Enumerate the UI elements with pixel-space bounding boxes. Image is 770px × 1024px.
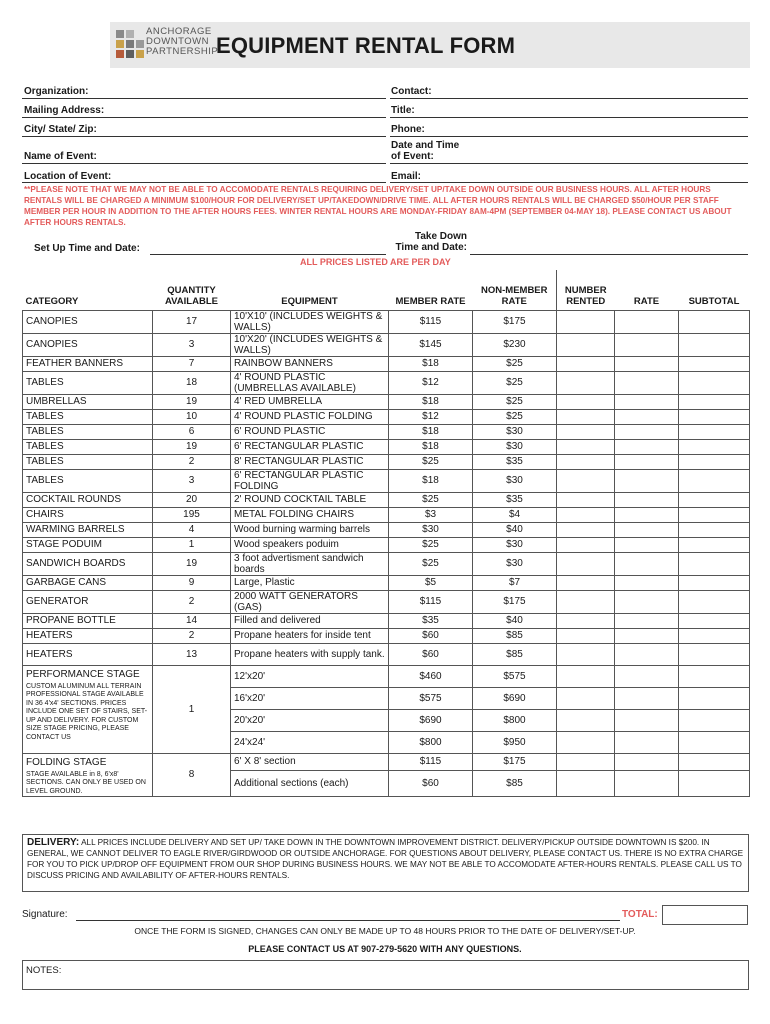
- table-row: [23, 424, 750, 439]
- member-rate-cell: $25: [389, 492, 473, 507]
- member-rate-cell: $115: [389, 310, 473, 333]
- rate-cell[interactable]: [615, 687, 679, 709]
- member-rate-cell: $35: [389, 613, 473, 628]
- equipment-cell: 6' RECTANGULAR PLASTIC FOLDING: [231, 469, 389, 492]
- category-cell: CANOPIES: [23, 310, 153, 333]
- member-rate-cell: $115: [389, 590, 473, 613]
- equipment-table: [22, 270, 750, 797]
- city-state-zip-field[interactable]: [22, 136, 386, 137]
- nonmember-rate-cell: $25: [473, 394, 557, 409]
- category-cell: SANDWICH BOARDS: [23, 552, 153, 575]
- category-cell: HEATERS: [23, 628, 153, 643]
- number-rented-cell[interactable]: [557, 770, 615, 796]
- header-number-rented: NUMBER RENTED: [557, 270, 615, 310]
- quantity-cell: 19: [153, 552, 231, 575]
- subtotal-cell[interactable]: [679, 310, 750, 333]
- nonmember-rate-cell: $85: [473, 643, 557, 665]
- takedown-time-field[interactable]: [470, 254, 748, 255]
- nonmember-rate-cell: $175: [473, 590, 557, 613]
- quantity-cell: 13: [153, 643, 231, 665]
- table-row: [23, 492, 750, 507]
- notes-field[interactable]: [22, 960, 749, 990]
- quantity-cell: 18: [153, 371, 231, 394]
- name-of-event-label: Name of Event:: [24, 151, 97, 162]
- subtotal-cell[interactable]: [679, 424, 750, 439]
- rate-cell[interactable]: [615, 522, 679, 537]
- member-rate-cell: $30: [389, 522, 473, 537]
- member-rate-cell: $25: [389, 552, 473, 575]
- number-rented-cell[interactable]: [557, 310, 615, 333]
- rate-cell[interactable]: [615, 709, 679, 731]
- equipment-cell: Propane heaters with supply tank.: [231, 643, 389, 665]
- quantity-cell: 14: [153, 613, 231, 628]
- equipment-cell: 4' ROUND PLASTIC FOLDING: [231, 409, 389, 424]
- email-label: Email:: [391, 171, 422, 182]
- category-cell: COCKTAIL ROUNDS: [23, 492, 153, 507]
- delivery-info: [22, 834, 749, 892]
- equipment-cell: 6' ROUND PLASTIC: [231, 424, 389, 439]
- takedown-time-label: Take Down Time and Date:: [395, 231, 467, 253]
- subtotal-cell[interactable]: [679, 469, 750, 492]
- notes-label: NOTES:: [26, 965, 62, 976]
- header-quantity: QUANTITY AVAILABLE: [153, 270, 231, 310]
- prices-per-day-note: ALL PRICES LISTED ARE PER DAY: [300, 257, 451, 267]
- signature-label: Signature:: [22, 909, 68, 920]
- rate-cell[interactable]: [615, 590, 679, 613]
- table-row: [23, 590, 750, 613]
- quantity-cell: 3: [153, 333, 231, 356]
- table-row: [23, 439, 750, 454]
- member-rate-cell: $18: [389, 356, 473, 371]
- nonmember-rate-cell: $230: [473, 333, 557, 356]
- rate-cell[interactable]: [615, 371, 679, 394]
- nonmember-rate-cell: $25: [473, 409, 557, 424]
- rate-cell[interactable]: [615, 469, 679, 492]
- rate-cell[interactable]: [615, 409, 679, 424]
- subtotal-cell[interactable]: [679, 492, 750, 507]
- category-cell: TABLES: [23, 454, 153, 469]
- delivery-label: DELIVERY:: [27, 837, 80, 848]
- organization-field[interactable]: [22, 98, 386, 99]
- member-rate-cell: $690: [389, 709, 473, 731]
- number-rented-cell[interactable]: [557, 613, 615, 628]
- table-row: [23, 537, 750, 552]
- change-policy-note: ONCE THE FORM IS SIGNED, CHANGES CAN ONLY BE MADE UP TO 48 HOURS PRIOR TO THE DATE OF DELIVERY/SET-UP.: [134, 926, 636, 936]
- member-rate-cell: $60: [389, 628, 473, 643]
- equipment-cell: 4' RED UMBRELLA: [231, 394, 389, 409]
- number-rented-cell[interactable]: [557, 469, 615, 492]
- table-row: [23, 665, 750, 687]
- number-rented-cell[interactable]: [557, 454, 615, 469]
- location-of-event-label: Location of Event:: [24, 171, 112, 182]
- number-rented-cell[interactable]: [557, 394, 615, 409]
- page-title: EQUIPMENT RENTAL FORM: [216, 33, 516, 58]
- nonmember-rate-cell: $7: [473, 575, 557, 590]
- table-row: [23, 469, 750, 492]
- subtotal-cell[interactable]: [679, 643, 750, 665]
- equipment-cell: 10'X10' (INCLUDES WEIGHTS & WALLS): [231, 310, 389, 333]
- rate-cell[interactable]: [615, 394, 679, 409]
- subtotal-cell[interactable]: [679, 537, 750, 552]
- table-row: [23, 371, 750, 394]
- member-rate-cell: $18: [389, 439, 473, 454]
- nonmember-rate-cell: $690: [473, 687, 557, 709]
- equipment-cell: 24'x24': [231, 731, 389, 753]
- member-rate-cell: $3: [389, 507, 473, 522]
- member-rate-cell: $115: [389, 753, 473, 770]
- rate-cell[interactable]: [615, 770, 679, 796]
- subtotal-cell[interactable]: [679, 552, 750, 575]
- category-cell: TABLES: [23, 371, 153, 394]
- logo-text: ANCHORAGE DOWNTOWN PARTNERSHIP: [146, 26, 219, 57]
- equipment-cell: 4' ROUND PLASTIC (UMBRELLAS AVAILABLE): [231, 371, 389, 394]
- rate-cell[interactable]: [615, 507, 679, 522]
- category-cell: TABLES: [23, 424, 153, 439]
- nonmember-rate-cell: $175: [473, 753, 557, 770]
- title-label: Title:: [391, 105, 415, 116]
- quantity-cell: 17: [153, 310, 231, 333]
- header-subtotal: SUBTOTAL: [679, 270, 750, 310]
- quantity-cell: 1: [153, 537, 231, 552]
- mailing-address-label: Mailing Address:: [24, 105, 105, 116]
- after-hours-notice: **PLEASE NOTE THAT WE MAY NOT BE ABLE TO ACCOMODATE RENTALS REQUIRING DELIVERY/SET UP/TAKE DOWN OUTSIDE OUR BUSINESS HOURS. ALL AFTER HOURS RENTALS WILL BE CHARGED A MINIMUM $100/HOUR FOR DELIVERY/SET UP/TAKEDOWN/DRIVE TIME. ALL AFTER HOURS RENTALS WILL BE CHARGED $50/HOUR PER STAFF MEMBER PER HOUR IN ADDITION TO THE AFTER HOURS FEES. WINTER RENTAL HOURS ARE MONDAY-FRIDAY 8AM-4PM (SEPTEMBER 04-MAY 18). PLEASE CONTACT US ABOUT AFTER HOURS RENTALS.: [24, 185, 732, 227]
- location-of-event-field[interactable]: [22, 182, 386, 183]
- delivery-text: ALL PRICES INCLUDE DELIVERY AND SET UP/ TAKE DOWN IN THE DOWNTOWN IMPROVEMENT DISTRICT. DELIVERY/PICKUP OUTSIDE DOWNTOWN IS $200. IN GENERAL, WE CANNOT DELIVER TO EAGLE RIVER/GIRDWOOD OR OUTSIDE ANCHORAGE. FOR QUESTIONS ABOUT DELIVERY, PLEASE CONTACT US. THERE IS NO EXTRA CHARGE FOR YOU TO PICK UP/DROP OFF EQUIPMENT FROM OUR SHOP DURING BUSINESS HOURS. WE MAY NOT BE ABLE TO ACCOMODATE AFTER-HOURS RENTALS. PLEASE CALL US TO DISCUSS PRICING AND AVAILABILITY OF AFTER-HOURS RENTALS.: [27, 838, 744, 880]
- quantity-cell: 6: [153, 424, 231, 439]
- subtotal-cell[interactable]: [679, 394, 750, 409]
- folding-stage-cell-title: FOLDING STAGE: [26, 756, 107, 768]
- equipment-cell: 6' X 8' section: [231, 753, 389, 770]
- subtotal-cell[interactable]: [679, 356, 750, 371]
- number-rented-cell[interactable]: [557, 575, 615, 590]
- rate-cell[interactable]: [615, 628, 679, 643]
- nonmember-rate-cell: $950: [473, 731, 557, 753]
- date-time-event-label: Date and Time of Event:: [391, 140, 460, 162]
- subtotal-cell[interactable]: [679, 709, 750, 731]
- category-cell: CANOPIES: [23, 333, 153, 356]
- equipment-cell: 10'X20' (INCLUDES WEIGHTS & WALLS): [231, 333, 389, 356]
- name-of-event-field[interactable]: [22, 163, 386, 164]
- equipment-cell: Additional sections (each): [231, 770, 389, 796]
- nonmember-rate-cell: $30: [473, 537, 557, 552]
- setup-time-field[interactable]: [150, 254, 386, 255]
- phone-field[interactable]: [390, 136, 748, 137]
- equipment-cell: Large, Plastic: [231, 575, 389, 590]
- subtotal-cell[interactable]: [679, 590, 750, 613]
- member-rate-cell: $145: [389, 333, 473, 356]
- equipment-cell: Wood burning warming barrels: [231, 522, 389, 537]
- subtotal-cell[interactable]: [679, 753, 750, 770]
- member-rate-cell: $18: [389, 394, 473, 409]
- nonmember-rate-cell: $800: [473, 709, 557, 731]
- number-rented-cell[interactable]: [557, 333, 615, 356]
- table-header-row: [23, 270, 750, 310]
- table-row: [23, 310, 750, 333]
- rate-cell[interactable]: [615, 356, 679, 371]
- table-row: [23, 454, 750, 469]
- total-label: TOTAL:: [622, 909, 658, 920]
- rate-cell[interactable]: [615, 613, 679, 628]
- nonmember-rate-cell: $35: [473, 454, 557, 469]
- rate-cell[interactable]: [615, 643, 679, 665]
- rate-cell[interactable]: [615, 753, 679, 770]
- nonmember-rate-cell: $575: [473, 665, 557, 687]
- header-rate: RATE: [615, 270, 679, 310]
- subtotal-cell[interactable]: [679, 575, 750, 590]
- category-cell: TABLES: [23, 409, 153, 424]
- category-cell: TABLES: [23, 469, 153, 492]
- category-cell: UMBRELLAS: [23, 394, 153, 409]
- rate-cell[interactable]: [615, 552, 679, 575]
- equipment-cell: 3 foot advertisment sandwich boards: [231, 552, 389, 575]
- member-rate-cell: $460: [389, 665, 473, 687]
- quantity-cell: 1: [153, 665, 231, 753]
- quantity-cell: 4: [153, 522, 231, 537]
- rate-cell[interactable]: [615, 333, 679, 356]
- number-rented-cell[interactable]: [557, 537, 615, 552]
- subtotal-cell[interactable]: [679, 333, 750, 356]
- contact-label: Contact:: [391, 86, 432, 97]
- number-rented-cell[interactable]: [557, 552, 615, 575]
- rate-cell[interactable]: [615, 731, 679, 753]
- category-cell: FEATHER BANNERS: [23, 356, 153, 371]
- table-row: [23, 356, 750, 371]
- table-row: [23, 575, 750, 590]
- number-rented-cell[interactable]: [557, 590, 615, 613]
- nonmember-rate-cell: $30: [473, 552, 557, 575]
- category-cell: PROPANE BOTTLE: [23, 613, 153, 628]
- equipment-cell: 8' RECTANGULAR PLASTIC: [231, 454, 389, 469]
- equipment-cell: 16'x20': [231, 687, 389, 709]
- nonmember-rate-cell: $35: [473, 492, 557, 507]
- quantity-cell: 7: [153, 356, 231, 371]
- category-cell: TABLES: [23, 439, 153, 454]
- rate-cell[interactable]: [615, 310, 679, 333]
- equipment-cell: 6' RECTANGULAR PLASTIC: [231, 439, 389, 454]
- rate-cell[interactable]: [615, 454, 679, 469]
- equipment-cell: 12'x20': [231, 665, 389, 687]
- table-row: [23, 409, 750, 424]
- quantity-cell: 9: [153, 575, 231, 590]
- equipment-cell: 2000 WATT GENERATORS (GAS): [231, 590, 389, 613]
- nonmember-rate-cell: $175: [473, 310, 557, 333]
- quantity-cell: 10: [153, 409, 231, 424]
- quantity-cell: 195: [153, 507, 231, 522]
- quantity-cell: 19: [153, 394, 231, 409]
- quantity-cell: 20: [153, 492, 231, 507]
- number-rented-cell[interactable]: [557, 665, 615, 687]
- equipment-cell: METAL FOLDING CHAIRS: [231, 507, 389, 522]
- number-rented-cell[interactable]: [557, 687, 615, 709]
- nonmember-rate-cell: $25: [473, 356, 557, 371]
- quantity-cell: 2: [153, 454, 231, 469]
- folding-stage-cell: [23, 753, 153, 797]
- equipment-cell: 20'x20': [231, 709, 389, 731]
- number-rented-cell[interactable]: [557, 371, 615, 394]
- subtotal-cell[interactable]: [679, 665, 750, 687]
- member-rate-cell: $25: [389, 537, 473, 552]
- member-rate-cell: $18: [389, 424, 473, 439]
- email-field[interactable]: [390, 182, 748, 183]
- member-rate-cell: $800: [389, 731, 473, 753]
- table-row: [23, 628, 750, 643]
- number-rented-cell[interactable]: [557, 643, 615, 665]
- member-rate-cell: $12: [389, 371, 473, 394]
- quantity-cell: 19: [153, 439, 231, 454]
- category-cell: GARBAGE CANS: [23, 575, 153, 590]
- city-state-zip-label: City/ State/ Zip:: [24, 124, 97, 135]
- header-nonmember-rate: NON-MEMBER RATE: [473, 270, 557, 310]
- rate-cell[interactable]: [615, 665, 679, 687]
- number-rented-cell[interactable]: [557, 492, 615, 507]
- nonmember-rate-cell: $30: [473, 424, 557, 439]
- category-cell: GENERATOR: [23, 590, 153, 613]
- nonmember-rate-cell: $25: [473, 371, 557, 394]
- phone-label: Phone:: [391, 124, 425, 135]
- subtotal-cell[interactable]: [679, 371, 750, 394]
- folding-stage-cell-description: STAGE AVAILABLE in 8, 6'x8' SECTIONS. CAN ONLY BE USED ON LEVEL GROUND.: [26, 770, 146, 795]
- header-member-rate: MEMBER RATE: [389, 270, 473, 310]
- performance-stage-cell-description: CUSTOM ALUMINUM ALL TERRAIN PROFESSIONAL STAGE AVAILABLE IN 36 4'x4' SECTIONS. PRICES INCLUDE ONE SET OF STAIRS, SET-UP AND DELIVERY. FOR CUSTOM SIZE STAGE PRICING, PLEASE CONTACT US: [26, 682, 148, 741]
- category-cell: WARMING BARRELS: [23, 522, 153, 537]
- equipment-cell: 2' ROUND COCKTAIL TABLE: [231, 492, 389, 507]
- table-row: [23, 507, 750, 522]
- nonmember-rate-cell: $30: [473, 439, 557, 454]
- nonmember-rate-cell: $85: [473, 770, 557, 796]
- number-rented-cell[interactable]: [557, 424, 615, 439]
- partnership-logo-icon: [116, 30, 144, 62]
- number-rented-cell[interactable]: [557, 409, 615, 424]
- category-cell: STAGE PODUIM: [23, 537, 153, 552]
- quantity-cell: 3: [153, 469, 231, 492]
- date-time-event-field[interactable]: [390, 163, 748, 164]
- table-row: [23, 753, 750, 770]
- table-row: [23, 643, 750, 665]
- rate-cell[interactable]: [615, 537, 679, 552]
- equipment-cell: Filled and delivered: [231, 613, 389, 628]
- quantity-cell: 2: [153, 590, 231, 613]
- performance-stage-cell: [23, 665, 153, 753]
- header-equipment: EQUIPMENT: [231, 270, 389, 310]
- quantity-cell: 8: [153, 753, 231, 797]
- category-cell: HEATERS: [23, 643, 153, 665]
- subtotal-cell[interactable]: [679, 439, 750, 454]
- contact-phone-note: PLEASE CONTACT US AT 907-279-5620 WITH ANY QUESTIONS.: [248, 944, 522, 954]
- subtotal-cell[interactable]: [679, 522, 750, 537]
- nonmember-rate-cell: $30: [473, 469, 557, 492]
- member-rate-cell: $18: [389, 469, 473, 492]
- subtotal-cell[interactable]: [679, 628, 750, 643]
- organization-label: Organization:: [24, 86, 89, 97]
- subtotal-cell[interactable]: [679, 409, 750, 424]
- table-row: [23, 333, 750, 356]
- nonmember-rate-cell: $4: [473, 507, 557, 522]
- member-rate-cell: $25: [389, 454, 473, 469]
- signature-field[interactable]: [76, 920, 620, 921]
- contact-field[interactable]: [390, 98, 748, 99]
- equipment-cell: Wood speakers poduim: [231, 537, 389, 552]
- total-field[interactable]: [662, 905, 748, 925]
- subtotal-cell[interactable]: [679, 454, 750, 469]
- nonmember-rate-cell: $85: [473, 628, 557, 643]
- subtotal-cell[interactable]: [679, 613, 750, 628]
- performance-stage-cell-title: PERFORMANCE STAGE: [26, 668, 140, 680]
- equipment-cell: RAINBOW BANNERS: [231, 356, 389, 371]
- number-rented-cell[interactable]: [557, 628, 615, 643]
- number-rented-cell[interactable]: [557, 356, 615, 371]
- subtotal-cell[interactable]: [679, 687, 750, 709]
- number-rented-cell[interactable]: [557, 507, 615, 522]
- number-rented-cell[interactable]: [557, 439, 615, 454]
- title-field[interactable]: [390, 117, 748, 118]
- equipment-cell: Propane heaters for inside tent: [231, 628, 389, 643]
- quantity-cell: 2: [153, 628, 231, 643]
- setup-time-label: Set Up Time and Date:: [34, 243, 140, 254]
- subtotal-cell[interactable]: [679, 731, 750, 753]
- nonmember-rate-cell: $40: [473, 522, 557, 537]
- category-cell: CHAIRS: [23, 507, 153, 522]
- member-rate-cell: $60: [389, 643, 473, 665]
- member-rate-cell: $575: [389, 687, 473, 709]
- number-rented-cell[interactable]: [557, 522, 615, 537]
- table-row: [23, 522, 750, 537]
- mailing-address-field[interactable]: [22, 117, 386, 118]
- member-rate-cell: $60: [389, 770, 473, 796]
- rate-cell[interactable]: [615, 492, 679, 507]
- number-rented-cell[interactable]: [557, 731, 615, 753]
- table-row: [23, 613, 750, 628]
- table-row: [23, 552, 750, 575]
- member-rate-cell: $12: [389, 409, 473, 424]
- rate-cell[interactable]: [615, 424, 679, 439]
- subtotal-cell[interactable]: [679, 507, 750, 522]
- header-category: CATEGORY: [23, 270, 153, 310]
- table-row: [23, 394, 750, 409]
- number-rented-cell[interactable]: [557, 753, 615, 770]
- member-rate-cell: $5: [389, 575, 473, 590]
- rate-cell[interactable]: [615, 439, 679, 454]
- number-rented-cell[interactable]: [557, 709, 615, 731]
- nonmember-rate-cell: $40: [473, 613, 557, 628]
- rate-cell[interactable]: [615, 575, 679, 590]
- subtotal-cell[interactable]: [679, 770, 750, 796]
